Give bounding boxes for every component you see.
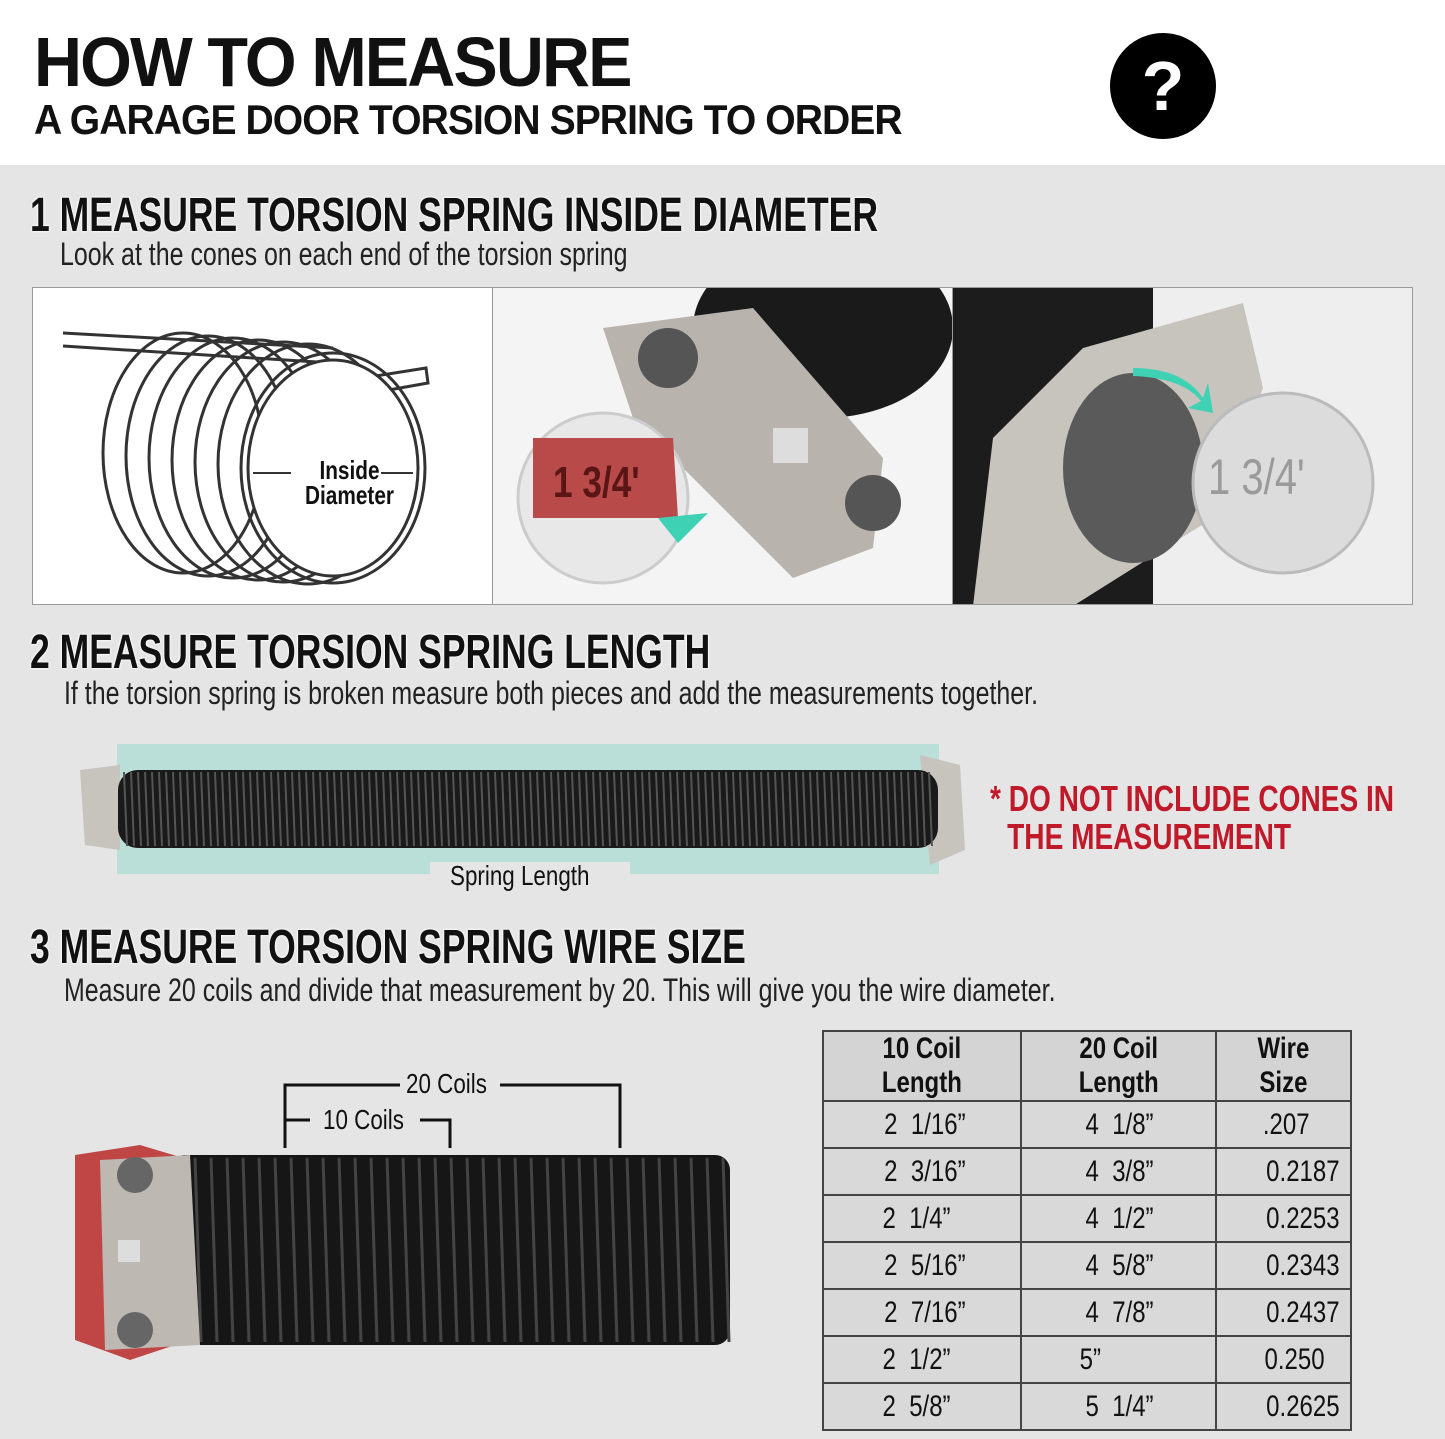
spring-diagram <box>33 288 493 604</box>
table-cell: 4 3/8” <box>1021 1148 1216 1195</box>
table-row <box>823 1242 1351 1289</box>
table-cell: 2 1/4” <box>823 1195 1021 1242</box>
column-header: 10 Coil Length <box>823 1031 1021 1101</box>
table-row <box>823 1383 1351 1430</box>
table-cell: 0.2437 <box>1216 1289 1351 1336</box>
table-cell: 2 7/16” <box>823 1289 1021 1336</box>
spring-length-label: Spring Length <box>450 860 590 891</box>
table-cell: 2 5/8” <box>823 1383 1021 1430</box>
page-subtitle: A GARAGE DOOR TORSION SPRING TO ORDER <box>34 96 902 143</box>
table-cell: 0.2343 <box>1216 1242 1351 1289</box>
cone-photo-icon <box>493 288 953 604</box>
table-cell: 5” <box>1021 1336 1216 1383</box>
step2-title: 2 MEASURE TORSION SPRING LENGTH <box>30 626 711 679</box>
cone-marking-1: 1 3/4' <box>553 458 640 507</box>
table-cell: 2 5/16” <box>823 1242 1021 1289</box>
ten-coils-label: 10 Coils <box>323 1104 404 1135</box>
wire-size-table <box>822 1030 1352 1431</box>
spring-length-photo <box>60 740 980 880</box>
table-cell: 2 1/16” <box>823 1101 1021 1148</box>
inside-diameter-label: Inside Diameter <box>305 455 395 510</box>
warning-line-1: * DO NOT INCLUDE CONES IN <box>990 778 1395 819</box>
step1-subtitle: Look at the cones on each end of the torsion spring <box>60 236 628 272</box>
cone-photo-icon <box>953 288 1412 604</box>
table-cell: 4 7/8” <box>1021 1289 1216 1336</box>
table-row <box>823 1195 1351 1242</box>
table-cell: 2 3/16” <box>823 1148 1021 1195</box>
table-cell: 4 1/8” <box>1021 1101 1216 1148</box>
step3-subtitle: Measure 20 coils and divide that measurement by 20. This will give you the wire diameter. <box>64 972 1056 1008</box>
table-row <box>823 1148 1351 1195</box>
coil-diagram-icon <box>33 288 492 604</box>
table-cell: .207 <box>1216 1101 1351 1148</box>
column-header: Wire Size <box>1216 1031 1351 1101</box>
question-mark-icon: ? <box>1110 33 1216 139</box>
table-row <box>823 1289 1351 1336</box>
step1-images <box>32 287 1413 605</box>
cone-marking-2: 1 3/4' <box>1208 449 1305 505</box>
table-cell: 0.2253 <box>1216 1195 1351 1242</box>
table-cell: 5 1/4” <box>1021 1383 1216 1430</box>
step1-title: 1 MEASURE TORSION SPRING INSIDE DIAMETER <box>30 189 878 242</box>
table-cell: 0.2625 <box>1216 1383 1351 1430</box>
table-cell: 0.250 <box>1216 1336 1351 1383</box>
page-title: HOW TO MEASURE <box>34 23 631 101</box>
step2-subtitle: If the torsion spring is broken measure both pieces and add the measurements together. <box>64 675 1039 711</box>
table-cell: 4 5/8” <box>1021 1242 1216 1289</box>
column-header: 20 Coil Length <box>1021 1031 1216 1101</box>
table-row <box>823 1336 1351 1383</box>
twenty-coils-label: 20 Coils <box>406 1068 487 1099</box>
cone-photo-red <box>493 288 953 604</box>
step3-title: 3 MEASURE TORSION SPRING WIRE SIZE <box>30 921 746 974</box>
warning-line-2: THE MEASUREMENT <box>1007 816 1292 857</box>
cone-photo-silver <box>953 288 1412 604</box>
table-row <box>823 1101 1351 1148</box>
table-cell: 2 1/2” <box>823 1336 1021 1383</box>
header <box>0 0 1445 165</box>
table-cell: 4 1/2” <box>1021 1195 1216 1242</box>
table-cell: 0.2187 <box>1216 1148 1351 1195</box>
cones-warning <box>990 780 1394 856</box>
